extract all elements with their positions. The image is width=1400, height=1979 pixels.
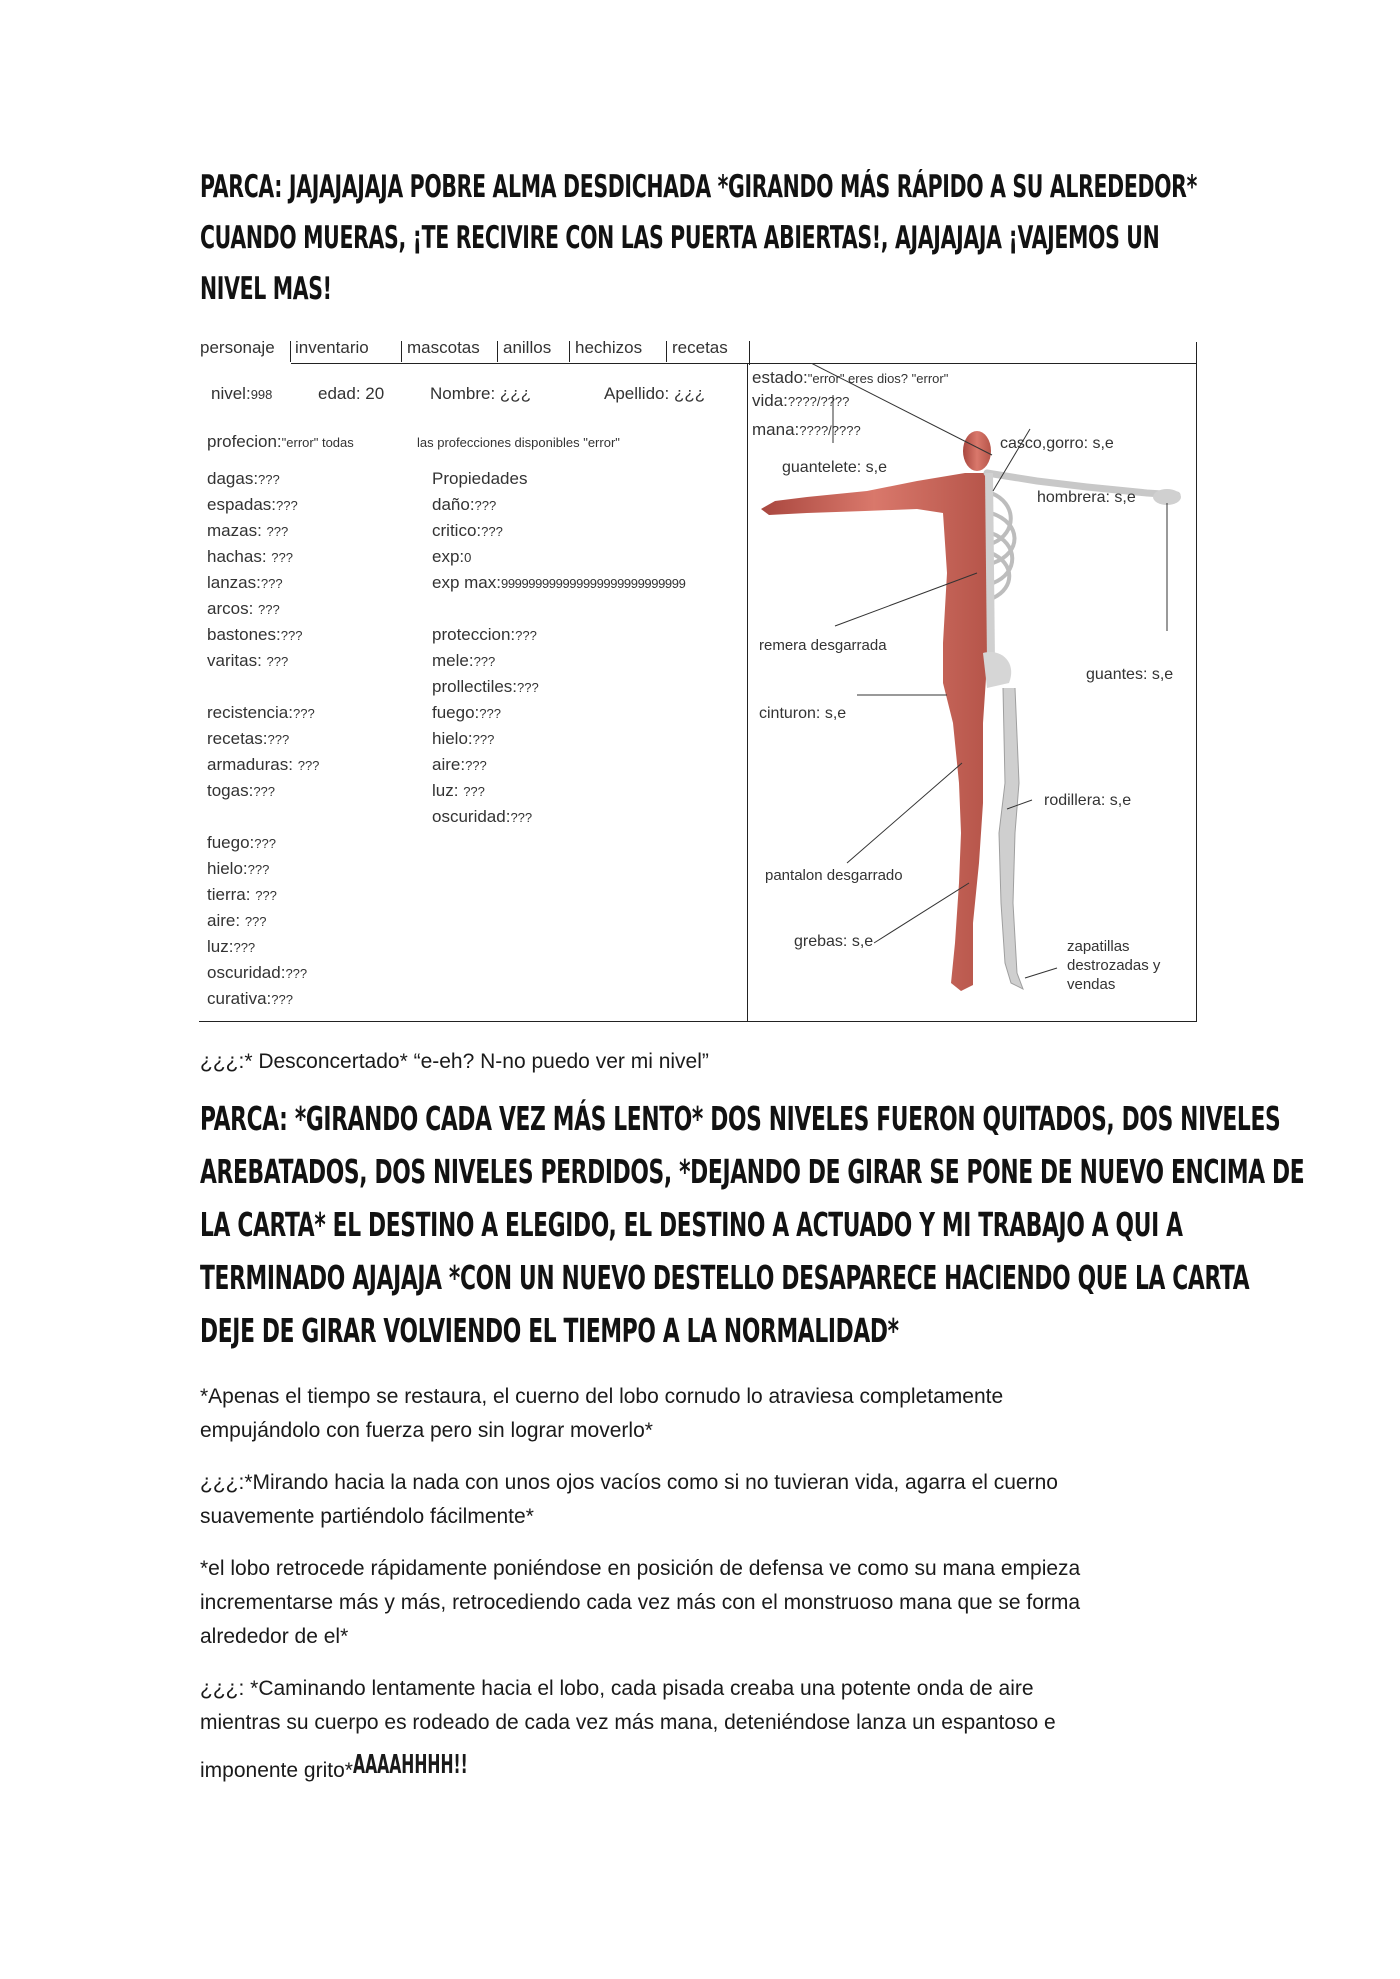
stat-dagas: dagas:??? — [207, 469, 280, 488]
heading-line: PARCA: *GIRANDO CADA VEZ MÁS LENTO* DOS NIVELES FUERON QUITADOS, DOS NIVELES — [200, 1099, 1281, 1138]
stat-arcos: arcos: ??? — [207, 599, 280, 618]
label-zapatillas — [1067, 937, 1160, 994]
prop-dano: daño:??? — [432, 495, 497, 514]
stat-armaduras: armaduras: ??? — [207, 755, 320, 774]
heading-line: PARCA: JAJAJAJAJA POBRE ALMA DESDICHADA *GIRANDO MÁS RÁPIDO A SU ALREDEDOR* — [200, 169, 1197, 205]
zapatillas-line: vendas — [1067, 976, 1116, 993]
stat-mazas: mazas: ??? — [207, 521, 289, 540]
prop-critico: critico:??? — [432, 521, 503, 540]
label-remera: remera desgarrada — [759, 637, 887, 654]
stat-hielo: hielo:??? — [207, 859, 270, 878]
paragraph-text: imponente grito* — [200, 1759, 353, 1782]
paragraph-line: alrededor de el* — [200, 1625, 349, 1648]
label-cinturon: cinturon: s,e — [759, 705, 847, 722]
label-hombrera: hombrera: s,e — [1037, 489, 1136, 506]
profecion-note: las profecciones disponibles "error" — [417, 435, 620, 450]
label-grebas: grebas: s,e — [794, 933, 874, 950]
stat-aire: aire: ??? — [207, 911, 267, 930]
label-pantalon: pantalon desgarrado — [765, 867, 903, 884]
narrative-paragraph — [200, 1552, 1080, 1654]
paragraph-line: mientras su cuerpo es rodeado de cada vez más mana, deteniéndose lanza un espantoso e — [200, 1711, 1056, 1734]
paragraph-line: empujándolo con fuerza pero sin lograr moverlo* — [200, 1419, 653, 1442]
profecion-field: profecion:"error" todas — [207, 432, 354, 451]
stat-lanzas: lanzas:??? — [207, 573, 283, 592]
stat-varitas: varitas: ??? — [207, 651, 289, 670]
tab-anillos[interactable]: anillos — [503, 338, 552, 357]
tab-recetas[interactable]: recetas — [672, 338, 728, 357]
paragraph-line: *el lobo retrocede rápidamente poniéndose en posición de defensa ve como su mana empieza — [200, 1557, 1081, 1580]
zapatillas-line: zapatillas — [1067, 938, 1130, 955]
estado-field: estado:"error" eres dios? "error" — [752, 368, 949, 387]
tab-inventario[interactable]: inventario — [295, 338, 369, 357]
stat-recetas: recetas:??? — [207, 729, 290, 748]
stat-curativa: curativa:??? — [207, 989, 293, 1008]
narrative-paragraph — [200, 1466, 1058, 1534]
dialogue-line: ¿¿¿:* Desconcertado* “e-eh? N-no puedo ver mi nivel” — [200, 1050, 709, 1073]
tab-personaje[interactable]: personaje — [200, 338, 275, 357]
tab-divider — [401, 341, 402, 362]
def-aire: aire:??? — [432, 755, 487, 774]
tab-divider — [290, 341, 291, 362]
heading-line: NIVEL MAS! — [200, 271, 332, 307]
stat-recistencia: recistencia:??? — [207, 703, 315, 722]
label-casco: casco,gorro: s,e — [1000, 435, 1114, 452]
paragraph-line: incrementarse más y más, retrocediendo cada vez más con el monstruoso mana que se forma — [200, 1591, 1081, 1614]
tab-divider — [666, 341, 667, 362]
def-luz: luz: ??? — [432, 781, 485, 800]
def-fuego: fuego:??? — [432, 703, 501, 722]
stat-espadas: espadas:??? — [207, 495, 298, 514]
def-prollectiles: prollectiles:??? — [432, 677, 539, 696]
nombre-field: Nombre: ¿¿¿ — [430, 384, 532, 403]
reaper-dialogue-1 — [200, 162, 1400, 315]
stat-luz: luz:??? — [207, 937, 256, 956]
def-hielo: hielo:??? — [432, 729, 495, 748]
def-oscuridad: oscuridad:??? — [432, 807, 533, 826]
label-rodillera: rodillera: s,e — [1044, 792, 1132, 809]
tab-divider — [569, 341, 570, 362]
prop-exp-max: exp max:999999999999999999999999999 — [432, 573, 686, 592]
paragraph-line — [200, 1748, 1056, 1788]
zapatillas-line: destrozadas y — [1067, 957, 1161, 974]
tab-divider — [749, 341, 750, 365]
label-guantes: guantes: s,e — [1086, 666, 1174, 683]
equipment-figure — [747, 363, 1197, 1023]
edad-field: edad: 20 — [318, 384, 385, 403]
def-proteccion: proteccion:??? — [432, 625, 537, 644]
stat-bastones: bastones:??? — [207, 625, 303, 644]
stat-oscuridad: oscuridad:??? — [207, 963, 308, 982]
vida-field: vida:????/???? — [752, 391, 850, 410]
paragraph-line: suavemente partiéndolo fácilmente* — [200, 1505, 534, 1528]
paragraph-line: ¿¿¿: *Caminando lentamente hacia el lobo, cada pisada creaba una potente onda de aire — [200, 1677, 1034, 1700]
tab-mascotas[interactable]: mascotas — [407, 338, 480, 357]
heading-line: LA CARTA* EL DESTINO A ELEGIDO, EL DESTINO A ACTUADO Y MI TRABAJO A QUI A — [200, 1205, 1183, 1244]
stat-fuego: fuego:??? — [207, 833, 276, 852]
apellido-field: Apellido: ¿¿¿ — [604, 384, 706, 403]
prop-exp: exp:0 — [432, 547, 472, 566]
nivel-field: nivel:998 — [211, 384, 273, 403]
scream-text: AAAAHHHH!! — [352, 1750, 468, 1780]
narrative-paragraph — [200, 1380, 1003, 1448]
tab-hechizos[interactable]: hechizos — [575, 338, 643, 357]
heading-line: AREBATADOS, DOS NIVELES PERDIDOS, *DEJANDO DE GIRAR SE PONE DE NUEVO ENCIMA DE — [200, 1152, 1305, 1191]
heading-line: TERMINADO AJAJAJA *CON UN NUEVO DESTELLO DESAPARECE HACIENDO QUE LA CARTA — [200, 1258, 1250, 1297]
label-guantelete: guantelete: s,e — [782, 459, 887, 476]
heading-line: CUANDO MUERAS, ¡TE RECIVIRE CON LAS PUERTA ABIERTAS!, AJAJAJAJA ¡VAJEMOS UN — [200, 220, 1160, 256]
def-mele: mele:??? — [432, 651, 496, 670]
stat-hachas: hachas: ??? — [207, 547, 293, 566]
paragraph-line: *Apenas el tiempo se restaura, el cuerno del lobo cornudo lo atraviesa completamente — [200, 1385, 1004, 1408]
stat-togas: togas:??? — [207, 781, 276, 800]
tab-divider — [497, 341, 498, 362]
mana-field: mana:????/???? — [752, 420, 861, 439]
stat-tierra: tierra: ??? — [207, 885, 277, 904]
heading-line: DEJE DE GIRAR VOLVIENDO EL TIEMPO A LA NORMALIDAD* — [200, 1311, 899, 1350]
reaper-dialogue-2 — [200, 1092, 1400, 1357]
narrative-paragraph — [200, 1672, 1056, 1788]
paragraph-line: ¿¿¿:*Mirando hacia la nada con unos ojos vacíos como si no tuvieran vida, agarra el cuerno — [200, 1471, 1058, 1494]
propiedades-title: Propiedades — [432, 469, 528, 488]
